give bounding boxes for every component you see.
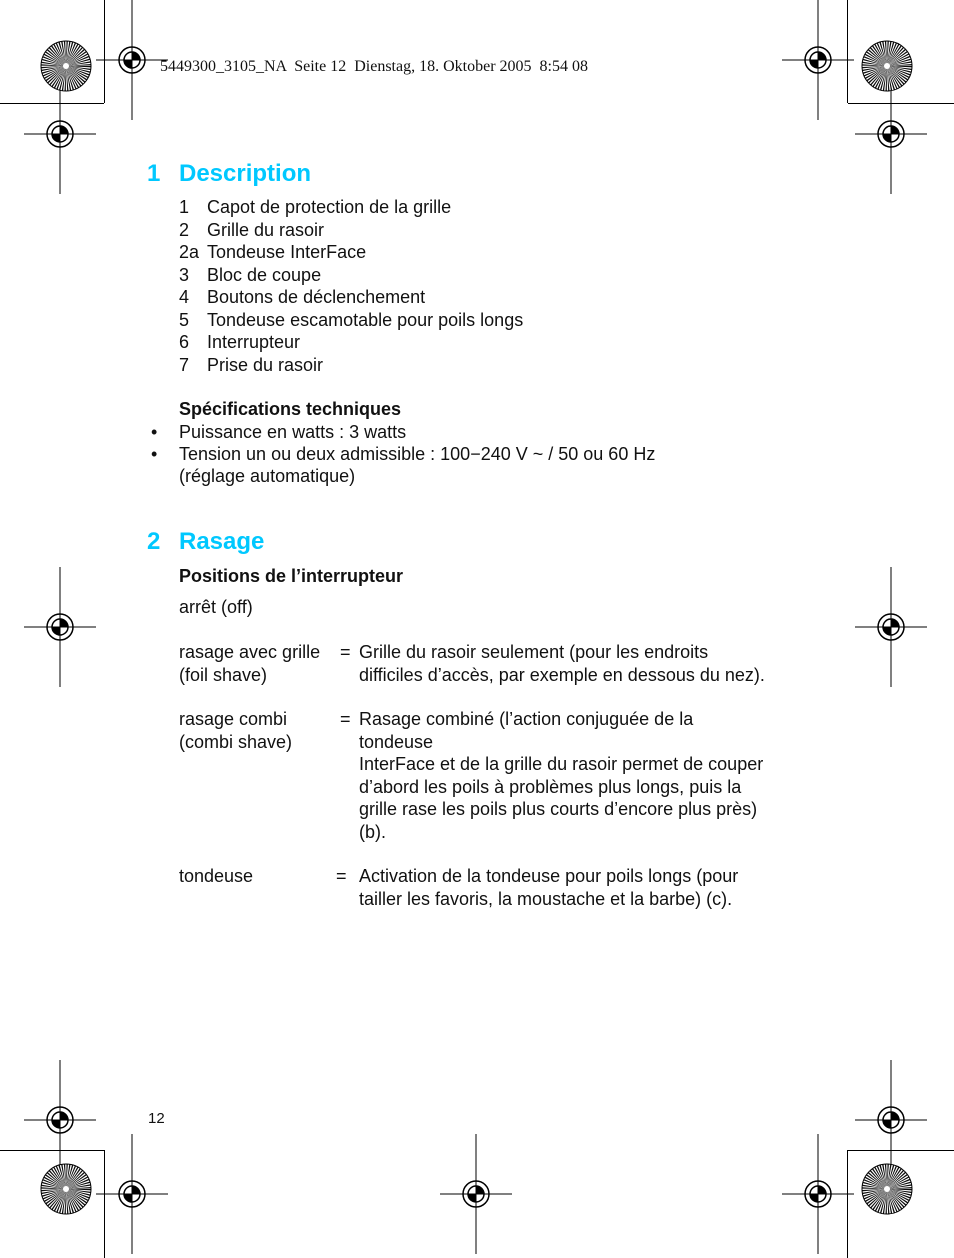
- position-off: arrêt (off): [179, 597, 253, 617]
- registration-mark: [96, 0, 168, 120]
- description-line: tailler les favoris, la moustache et la barbe) (c).: [359, 888, 733, 909]
- description-line: (b).: [359, 821, 386, 842]
- list-item: [179, 354, 779, 377]
- section-number: 1: [147, 160, 161, 187]
- item-label: Bloc de coupe: [207, 264, 322, 285]
- item-label: Tondeuse InterFace: [207, 242, 367, 262]
- starburst-mark: [41, 1164, 91, 1214]
- section-1-heading: [147, 160, 447, 190]
- position-foil-sublabel: (foil shave): [179, 665, 268, 685]
- section-title: Rasage: [179, 528, 265, 555]
- spec-voltage-note: (réglage automatique): [179, 466, 356, 486]
- position-foil-description: [359, 641, 765, 686]
- position-trimmer-description: [359, 865, 738, 910]
- positions-heading: Positions de l’interrupteur: [179, 566, 404, 586]
- description-line: InterFace et de la grille du rasoir permet de couper: [359, 754, 764, 774]
- spec-voltage: Tension un ou deux admissible : 100−240 V ~ / 50 ou 60 Hz: [179, 444, 656, 464]
- registration-mark: [855, 74, 927, 194]
- print-header: 5449300_3105_NA Seite 12 Dienstag, 18. Oktober 2005 8:54 08: [160, 58, 588, 75]
- item-label: Capot de protection de la grille: [207, 197, 452, 217]
- item-label: Interrupteur: [207, 332, 301, 352]
- equals-sign: =: [340, 642, 351, 662]
- list-item: [179, 264, 779, 287]
- description-line: difficiles d’accès, par exemple en dessous du nez).: [359, 664, 765, 685]
- description-line: d’abord les poils à problèmes plus longs, puis la: [359, 776, 742, 797]
- position-combi-description: [359, 708, 763, 843]
- registration-mark: [855, 567, 927, 687]
- section-number: 2: [147, 528, 161, 555]
- registration-mark: [24, 1060, 96, 1180]
- bullet: •: [151, 444, 158, 464]
- registration-mark: [96, 1134, 168, 1254]
- registration-mark: [24, 567, 96, 687]
- item-number: 5: [179, 309, 190, 330]
- item-number: 3: [179, 264, 190, 285]
- item-number: 2: [179, 219, 190, 240]
- starburst-mark: [41, 41, 91, 91]
- registration-mark: [782, 0, 854, 120]
- description-line: tondeuse: [359, 731, 434, 752]
- description-line: Activation de la tondeuse pour poils longs (pour: [359, 866, 739, 886]
- bullet: •: [151, 422, 158, 442]
- registration-mark: [855, 1060, 927, 1180]
- spec-power: Puissance en watts : 3 watts: [179, 422, 407, 442]
- position-combi-sublabel: (combi shave): [179, 732, 293, 752]
- item-label: Prise du rasoir: [207, 354, 324, 375]
- item-label: Boutons de déclenchement: [207, 287, 426, 307]
- description-line: Grille du rasoir seulement (pour les endroits: [359, 642, 709, 662]
- list-item: [179, 219, 779, 242]
- description-line: grille rase les poils plus courts d’encore plus près): [359, 799, 758, 819]
- parts-list: [179, 196, 779, 376]
- starburst-mark: [862, 1164, 912, 1214]
- item-number: 4: [179, 287, 190, 307]
- equals-sign: =: [336, 866, 347, 886]
- item-number: 2a: [179, 242, 200, 262]
- item-label: Grille du rasoir: [207, 219, 325, 240]
- item-label: Tondeuse escamotable pour poils longs: [207, 309, 524, 330]
- position-foil-label: rasage avec grille: [179, 642, 321, 662]
- description-line: Rasage combiné (l’action conjuguée de la: [359, 709, 694, 729]
- list-item: [179, 286, 779, 309]
- list-item: [179, 196, 779, 219]
- list-item: [179, 241, 779, 264]
- page-number: 12: [148, 1110, 165, 1127]
- list-item: [179, 309, 779, 332]
- specs-heading: Spécifications techniques: [179, 399, 402, 419]
- equals-sign: =: [340, 709, 351, 729]
- position-combi-label: rasage combi: [179, 709, 288, 729]
- position-trimmer-label: tondeuse: [179, 866, 254, 886]
- section-title: Description: [179, 160, 312, 187]
- registration-mark: [782, 1134, 854, 1254]
- registration-mark: [24, 74, 96, 194]
- item-number: 7: [179, 354, 190, 375]
- item-number: 6: [179, 332, 190, 352]
- item-number: 1: [179, 197, 190, 217]
- section-2-heading: [147, 528, 447, 558]
- list-item: [179, 331, 779, 354]
- registration-mark: [440, 1134, 512, 1254]
- starburst-mark: [862, 41, 912, 91]
